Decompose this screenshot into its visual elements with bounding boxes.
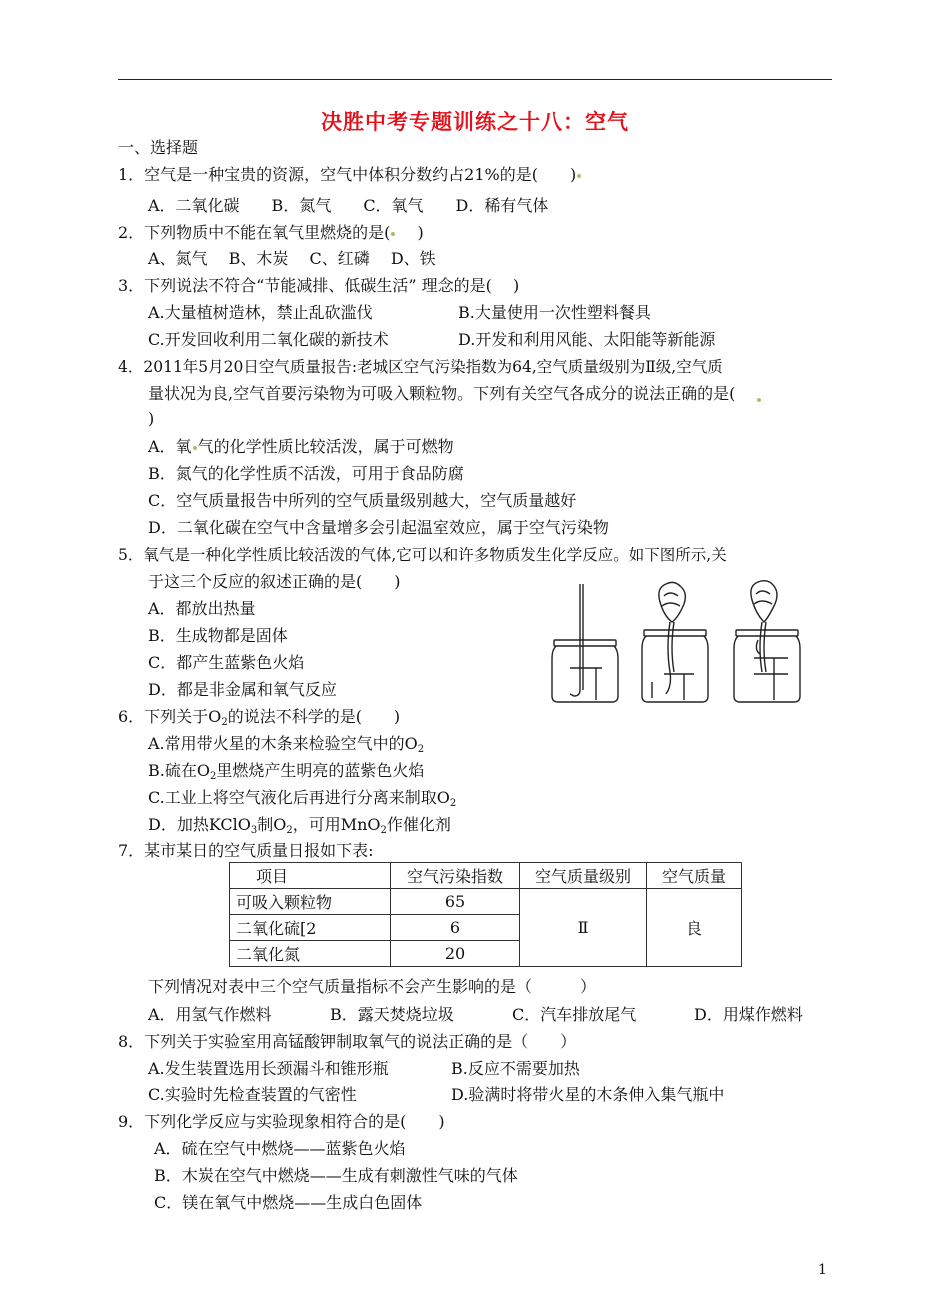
question-3-stem: 3．下列说法不符合“节能减排、低碳生活” 理念的是( ) — [118, 276, 520, 295]
question-8-stem: 8．下列关于实验室用高锰酸钾制取氧气的说法正确的是（ ） — [118, 1032, 577, 1051]
section-heading: 一、选择题 — [118, 138, 199, 157]
air-quality-level: Ⅱ — [520, 889, 647, 967]
question-6-option-b: B.硫在$O_2$里燃烧产生明亮的蓝紫色火焰 — [148, 761, 425, 782]
gas-jar-1-icon — [552, 584, 618, 702]
question-5-option-a: A．都放出热量 — [148, 599, 256, 618]
question-4-option-a: A．氧 气的化学性质比较活泼，属于可燃物 — [148, 437, 454, 456]
combustion-apparatus-figure — [548, 578, 808, 706]
question-6-option-d: D．加热KClO$_3$制$O_2$，可用MnO$_2$作催化剂 — [148, 815, 451, 836]
question-3-option-d: D.开发和利用风能、太阳能等新能源 — [458, 330, 716, 349]
table-header: 空气污染指数 — [391, 863, 520, 889]
question-3-option-b: B.大量使用一次性塑料餐具 — [458, 303, 651, 322]
question-8-option-d: D.验满时将带火星的木条伸入集气瓶中 — [451, 1085, 725, 1104]
header-rule — [118, 79, 832, 80]
question-9-option-b: B．木炭在空气中燃烧——生成有刺激性气味的气体 — [154, 1166, 518, 1185]
question-3-option-c: C.开发回收利用二氧化碳的新技术 — [148, 330, 389, 349]
table-header-row — [230, 863, 742, 889]
speck-mark — [757, 398, 761, 402]
question-1 — [118, 164, 582, 186]
question-7-stem: 7．某市某日的空气质量日报如下表: — [118, 841, 374, 860]
table-header: 空气质量级别 — [520, 863, 647, 889]
table-cell: 二氧化硫[2 — [230, 915, 391, 941]
question-5-option-c: C．都产生蓝紫色火焰 — [148, 653, 305, 672]
question-5-option-b: B．生成物都是固体 — [148, 626, 288, 645]
question-4-option-d: D．二氧化碳在空气中含量增多会引起温室效应，属于空气污染物 — [148, 518, 609, 537]
question-9-stem: 9．下列化学反应与实验现象相符合的是( ) — [118, 1112, 445, 1131]
page-number: 1 — [818, 1262, 827, 1278]
question-1-options: A．二氧化碳 B．氮气 C．氧气 D．稀有气体 — [148, 196, 549, 215]
table-cell: 65 — [391, 889, 520, 915]
gas-jar-2-icon — [642, 622, 708, 702]
question-8-option-b: B.反应不需要加热 — [451, 1059, 580, 1078]
question-7-option-a: A．用氢气作燃料 — [148, 1005, 272, 1024]
question-5-line-2: 于这三个反应的叙述正确的是( ) — [148, 572, 401, 591]
question-7-option-d: D．用煤作燃料 — [694, 1005, 803, 1024]
question-4-option-c: C．空气质量报告中所列的空气质量级别越大，空气质量越好 — [148, 491, 577, 510]
flame-icon — [751, 581, 777, 622]
question-2: 2．下列物质中不能在氧气里燃烧的是( ) — [118, 223, 424, 242]
air-quality-status: 良 — [647, 889, 742, 967]
air-quality-table — [229, 862, 742, 967]
question-5-line-1: 5．氧气是一种化学性质比较活泼的气体,它可以和许多物质发生化学反应。如下图所示,关 — [118, 546, 727, 564]
question-9-option-a: A．硫在空气中燃烧——蓝紫色火焰 — [154, 1139, 406, 1158]
question-1-stem: 1．空气是一种宝贵的资源，空气中体积分数约占21%的是( ) — [118, 165, 577, 184]
question-6-option-a: A.常用带火星的木条来检验空气中的$O_2$ — [148, 734, 425, 755]
table-cell: 二氧化氮 — [230, 941, 391, 967]
page-title: 决胜中考专题训练之十八：空气 — [321, 109, 629, 134]
flame-icon — [659, 582, 685, 622]
question-7-option-b: B．露天焚烧垃圾 — [330, 1005, 454, 1024]
question-6-stem: 6．下列关于$O_2$的说法不科学的是( ) — [118, 707, 401, 728]
question-7-question: 下列情况对表中三个空气质量指标不会产生影响的是（ ） — [148, 977, 597, 996]
speck-mark — [193, 446, 197, 450]
table-cell: 可吸入颗粒物 — [230, 889, 391, 915]
table-header: 项目 — [230, 863, 391, 889]
question-6-option-c: C.工业上将空气液化后再进行分离来制取$O_2$ — [148, 788, 457, 809]
gas-jar-3-icon — [734, 622, 800, 702]
question-2-stem: 2．下列物质中不能在氧气里燃烧的是( — [118, 223, 391, 242]
speck-mark — [577, 174, 581, 178]
question-4-line-3: ) — [148, 409, 155, 428]
question-5-option-d: D．都是非金属和氧气反应 — [148, 680, 337, 699]
table-cell: 20 — [391, 941, 520, 967]
question-3-option-a: A.大量植树造林，禁止乱砍滥伐 — [148, 303, 373, 322]
table-header: 空气质量 — [647, 863, 742, 889]
question-4-line-2: 量状况为良,空气首要污染物为可吸入颗粒物。下列有关空气各成分的说法正确的是( — [148, 383, 762, 405]
question-4-line-1: 4．2011年5月20日空气质量报告:老城区空气污染指数为64,空气质量级别为Ⅱ级,空气质 — [118, 358, 723, 376]
question-8-option-c: C.实验时先检查装置的气密性 — [148, 1085, 357, 1104]
speck-mark — [391, 232, 395, 236]
question-4-option-b: B．氮气的化学性质不活泼，可用于食品防腐 — [148, 464, 464, 483]
table-row — [230, 889, 742, 915]
table-cell: 6 — [391, 915, 520, 941]
question-8-option-a: A.发生装置选用长颈漏斗和锥形瓶 — [148, 1059, 389, 1078]
question-7-option-c: C．汽车排放尾气 — [512, 1005, 637, 1024]
question-9-option-c: C．镁在氧气中燃烧——生成白色固体 — [154, 1193, 423, 1212]
question-2-options: A、氮气 B、木炭 C、红磷 D、铁 — [148, 249, 436, 268]
